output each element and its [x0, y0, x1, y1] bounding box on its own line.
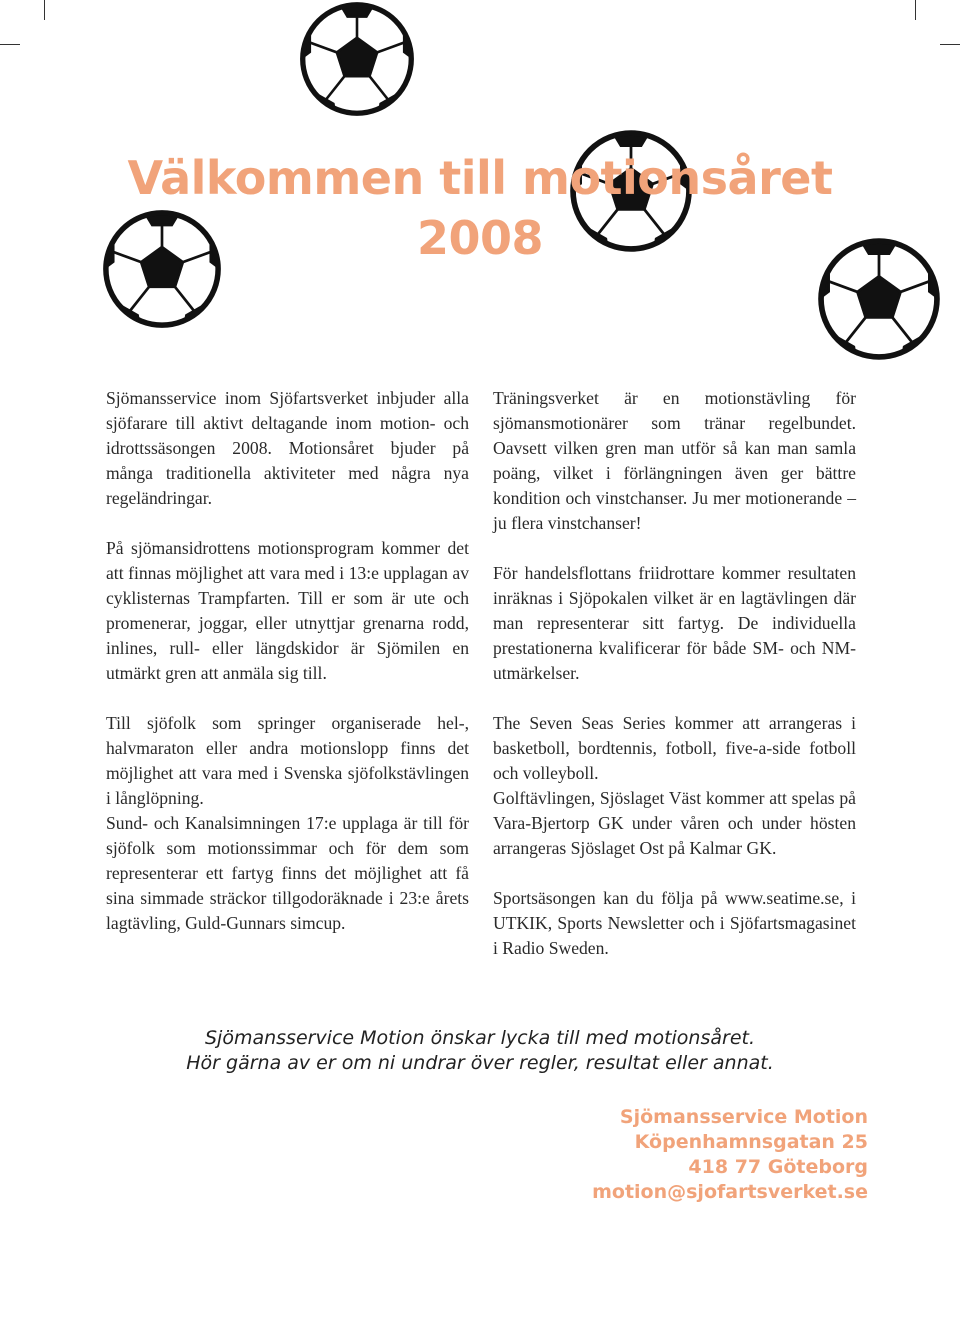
paragraph: Träningsverket är en motionstävling för sjömansmotionärer som tränar regelbundet. Oavsett vilken gren man utför så kan man samla poäng, vilket i förlängningen även ger bättre kondition och vinstchanser. Ju mer motionerande – ju flera vinstchanser!: [493, 388, 856, 533]
soccer-ball-icon: [298, 0, 416, 118]
contact-name: Sjömansservice Motion: [619, 1106, 868, 1128]
crop-mark: [915, 0, 916, 20]
page-title-line1: Välkommen till motionsåret: [127, 151, 833, 205]
crop-mark: [0, 44, 20, 45]
contact-email[interactable]: motion@sjofartsverket.se: [592, 1181, 868, 1203]
contact-address: [592, 1105, 868, 1205]
page-title-line2: 2008: [416, 211, 544, 265]
closing-line: Hör gärna av er om ni undrar över regler, resultat eller annat.: [186, 1052, 774, 1074]
closing-message: [0, 1026, 960, 1076]
paragraph: The Seven Seas Series kommer att arrangeras i basketboll, bordtennis, fotboll, five-a-side fotboll och volleyboll.: [493, 713, 856, 783]
paragraph: Sportsäsongen kan du följa på www.seatime.se, i UTKIK, Sports Newsletter och i Sjöfartsmagasinet i Radio Sweden.: [493, 888, 856, 958]
contact-city: 418 77 Göteborg: [688, 1156, 868, 1178]
paragraph: Sund- och Kanalsimningen 17:e upplaga är till för sjöfolk som motionssimmar och för dem som representerar ett fartyg finns det möjlighet att få sina simmade sträckor tillgodoräknade i 23:e årets lagtävling, Guld-Gunnars simcup.: [106, 813, 469, 933]
contact-street: Köpenhamnsgatan 25: [634, 1131, 868, 1153]
left-column: [106, 386, 469, 936]
paragraph: Golftävlingen, Sjöslaget Väst kommer att spelas på Vara-Bjertorp GK under våren och under hösten arrangeras Sjöslaget Ost på Kalmar GK.: [493, 788, 856, 858]
right-column: [493, 386, 856, 961]
page-title: [60, 148, 900, 268]
paragraph: Till sjöfolk som springer organiserade hel-, halvmaraton eller andra motionslopp finns det möjlighet att vara med i Svenska sjöfolkstävlingen i långlöpning.: [106, 713, 469, 808]
crop-mark: [44, 0, 45, 20]
crop-mark: [940, 44, 960, 45]
closing-line: Sjömansservice Motion önskar lycka till med motionsåret.: [204, 1027, 755, 1049]
paragraph: För handelsflottans friidrottare kommer resultaten inräknas i Sjöpokalen vilket är en lagtävlingen där man representerar sitt fartyg. De individuella prestationerna kvalificerar för både SM- och NM-utmärkelser.: [493, 563, 856, 683]
paragraph: På sjömansidrottens motionsprogram kommer det att finnas möjlighet att vara med i 13:e upplagan av cyklisternas Trampfarten. Till er som är ute och promenerar, joggar, eller utnyttjar grenarna rodd, inlines, rull- eller längdskidor är Sjömilen en utmärkt gren att anmäla sig till.: [106, 538, 469, 683]
paragraph: Sjömansservice inom Sjöfartsverket inbjuder alla sjöfarare till aktivt deltagande inom motion- och idrottssäsongen 2008. Motionsåret bjuder på många traditionella aktiviteter med några nya regeländringar.: [106, 388, 469, 508]
